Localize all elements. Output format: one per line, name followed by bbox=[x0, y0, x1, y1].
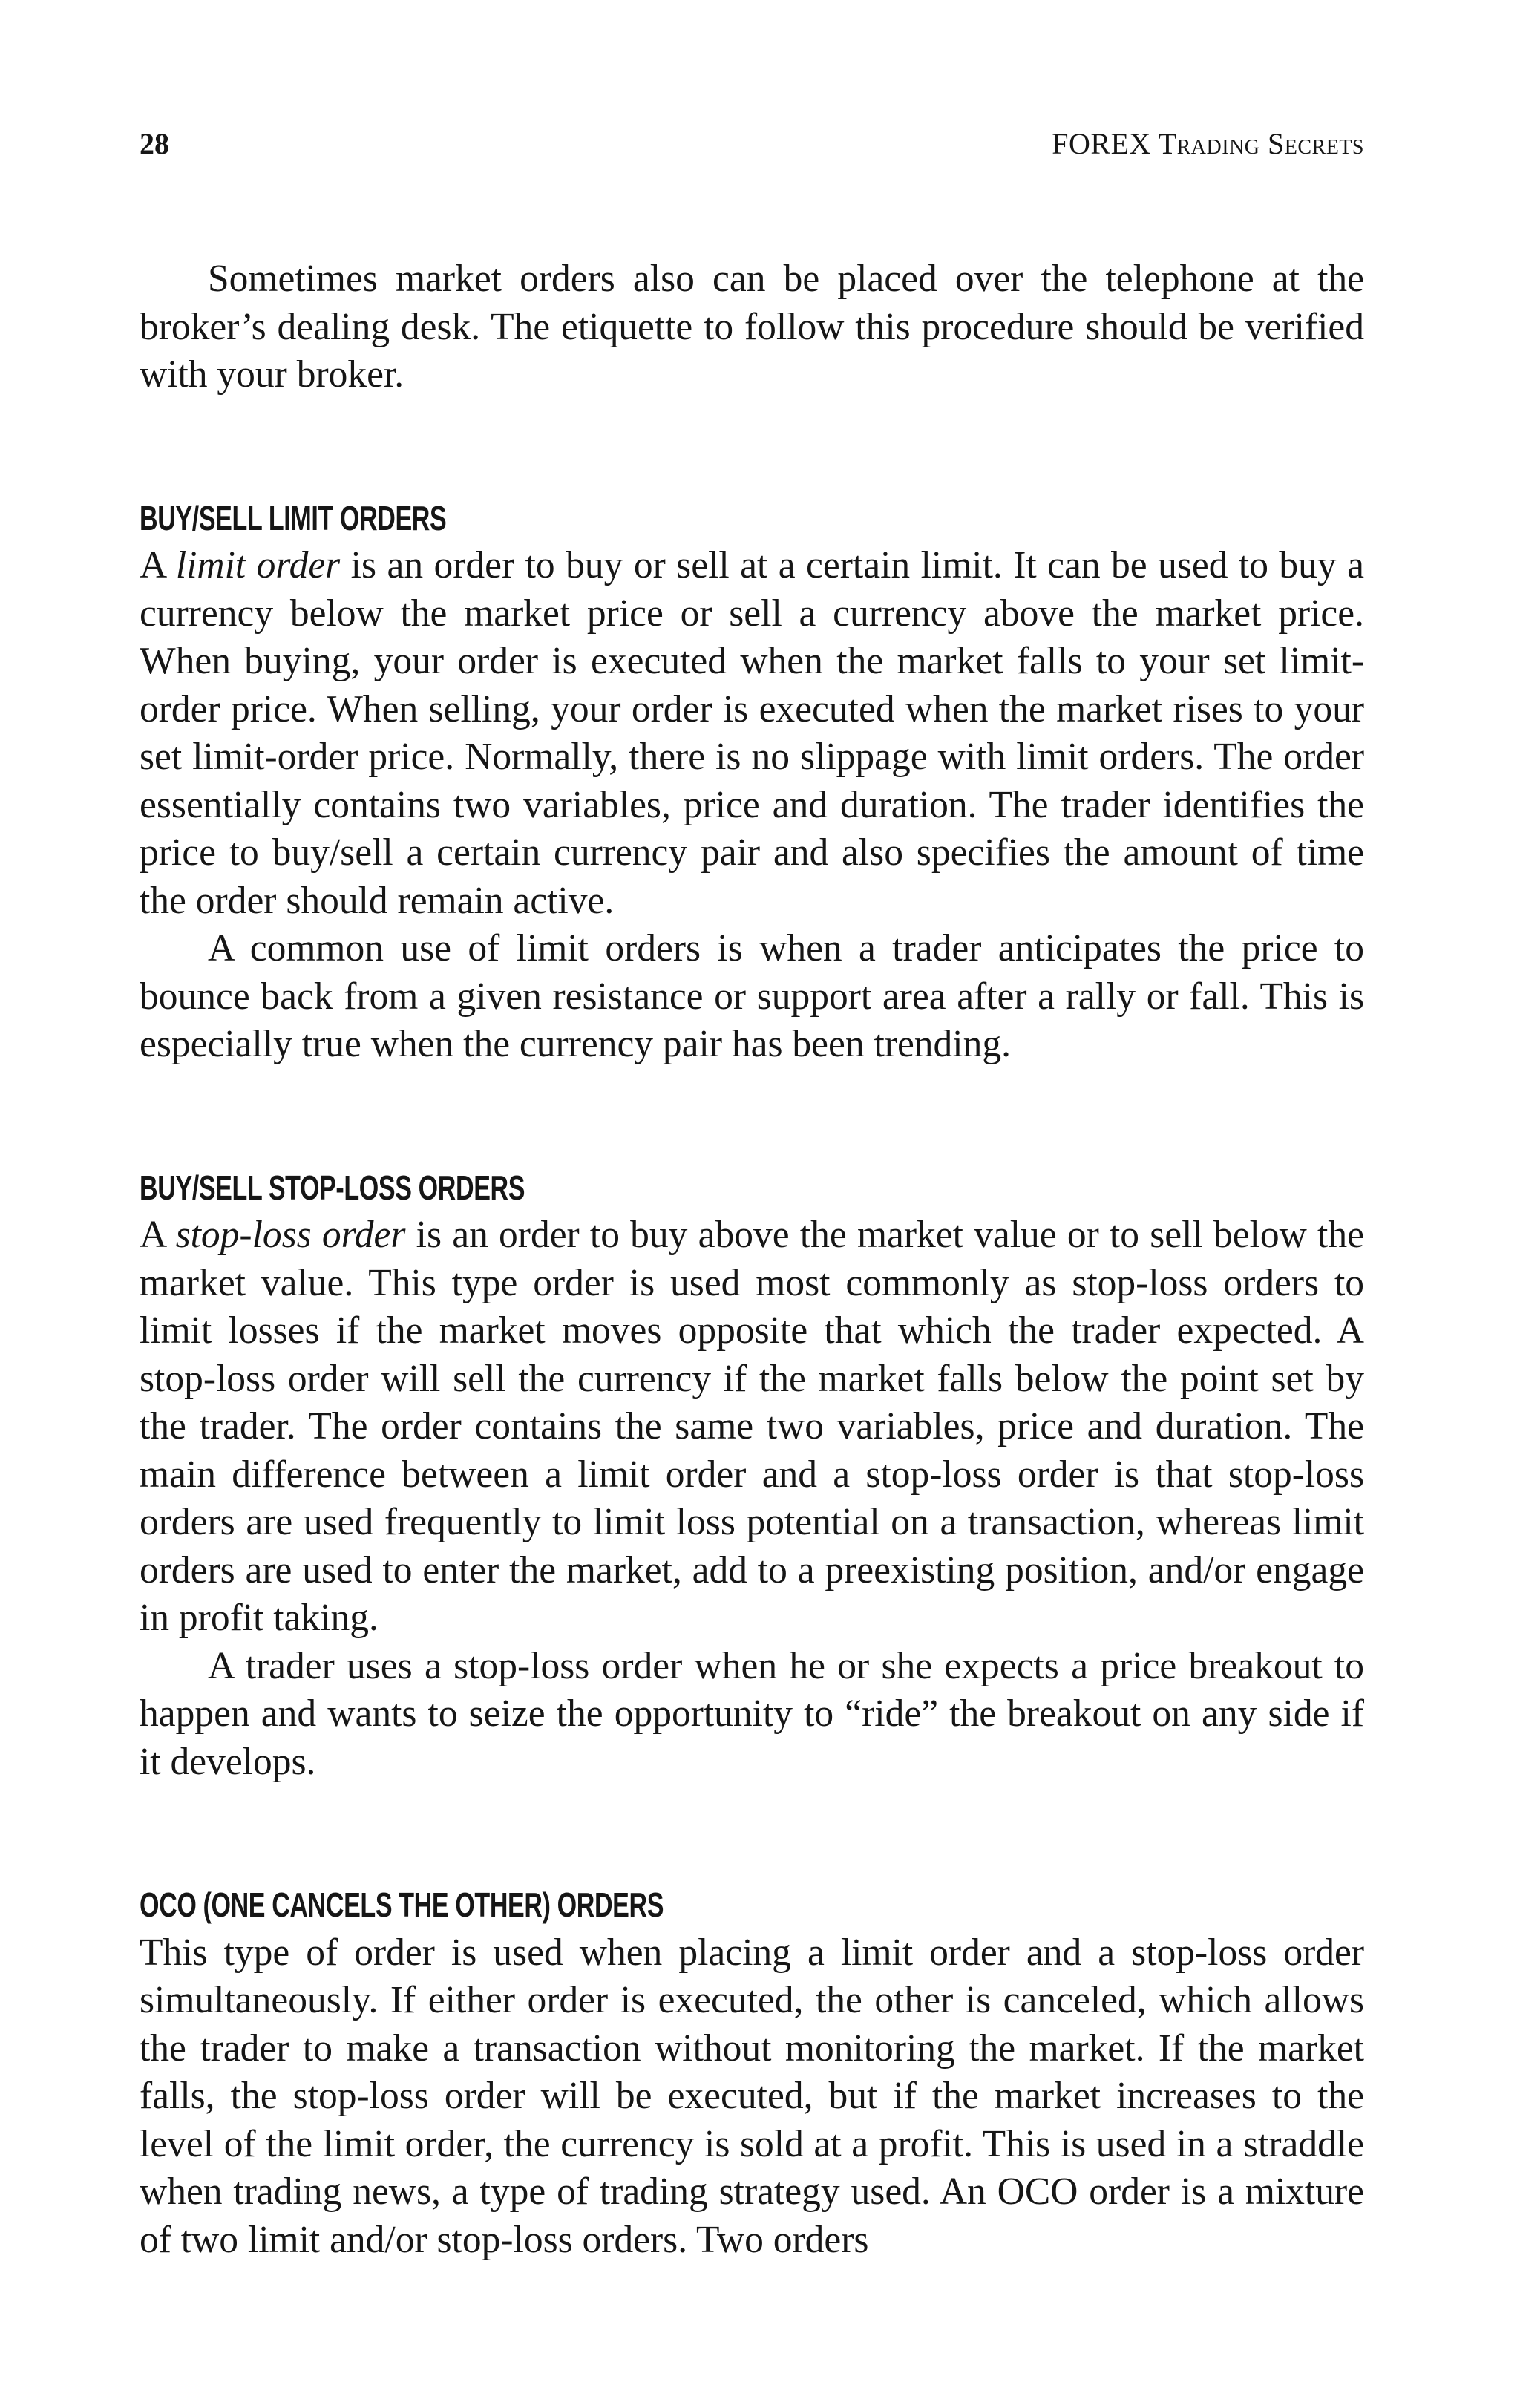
stop-loss-paragraph-2: A trader uses a stop-loss order when he or she expects a price breakout to happen and wants to seize the opportunity to “ride” the breakout on any side if it develops. bbox=[140, 1644, 1364, 1783]
stop-loss-order-term: stop-loss order bbox=[175, 1214, 406, 1256]
book-title: FOREX Trading Secrets bbox=[1052, 127, 1364, 160]
intro-paragraph: Sometimes market orders also can be placed over the telephone at the broker’s dealing desk. The etiquette to follow this procedure should be verified with your broker. bbox=[140, 258, 1364, 396]
limit-orders-paragraph-2: A common use of limit orders is when a trader anticipates the price to bounce back from a given resistance or support area after a rally or fall. This is especially true when the currency pair has been trending. bbox=[140, 927, 1364, 1065]
stop-loss-paragraph-1: A stop-loss order is an order to buy above the market value or to sell below the market value. This type order is used most commonly as stop-loss orders to limit losses if the market moves opposite that which the trader expected. A stop-loss order will sell the currency if the market falls below the point set by the trader. The order contains the same two variables, price and duration. The main difference between a limit order and a stop-loss order is that stop-loss orders are used frequently to limit loss potential on a transaction, whereas limit orders are used to enter the market, add to a preexisting position, and/or engage in profit taking. bbox=[140, 1214, 1364, 1639]
oco-orders-paragraph-1: This type of order is used when placing a limit order and a stop-loss order simultaneously. If either order is executed, the other is canceled, which allows the trader to make a transaction without monitoring the market. If the market falls, the stop-loss order will be executed, but if the market increases to the level of the limit order, the currency is sold at a profit. This is used in a straddle when trading news, a type of trading strategy used. An OCO order is a mixture of two limit and/or stop-loss orders. Two orders bbox=[140, 1931, 1364, 2261]
section-heading-limit-orders: BUY/SELL LIMIT ORDERS bbox=[140, 498, 447, 537]
body-text bbox=[140, 255, 1364, 2264]
running-head bbox=[140, 126, 1364, 171]
limit-orders-paragraph-1: A limit order is an order to buy or sell at a certain limit. It can be used to buy a currency below the market price or sell a currency above the market price. When buying, your order is executed when the market falls to your set limit-order price. When selling, your order is executed when the market rises to your set limit-order price. Normally, there is no slippage with limit orders. The order essentially contains two variables, price and duration. The trader identifies the price to buy/sell a certain currency pair and also specifies the amount of time the order should remain active. bbox=[140, 544, 1364, 922]
section-heading-oco-orders: OCO (ONE CANCELS THE OTHER) ORDERS bbox=[140, 1885, 664, 1924]
page-number: 28 bbox=[140, 127, 169, 160]
section-heading-stop-loss-orders: BUY/SELL STOP-LOSS ORDERS bbox=[140, 1168, 525, 1207]
limit-order-term: limit order bbox=[175, 544, 341, 586]
